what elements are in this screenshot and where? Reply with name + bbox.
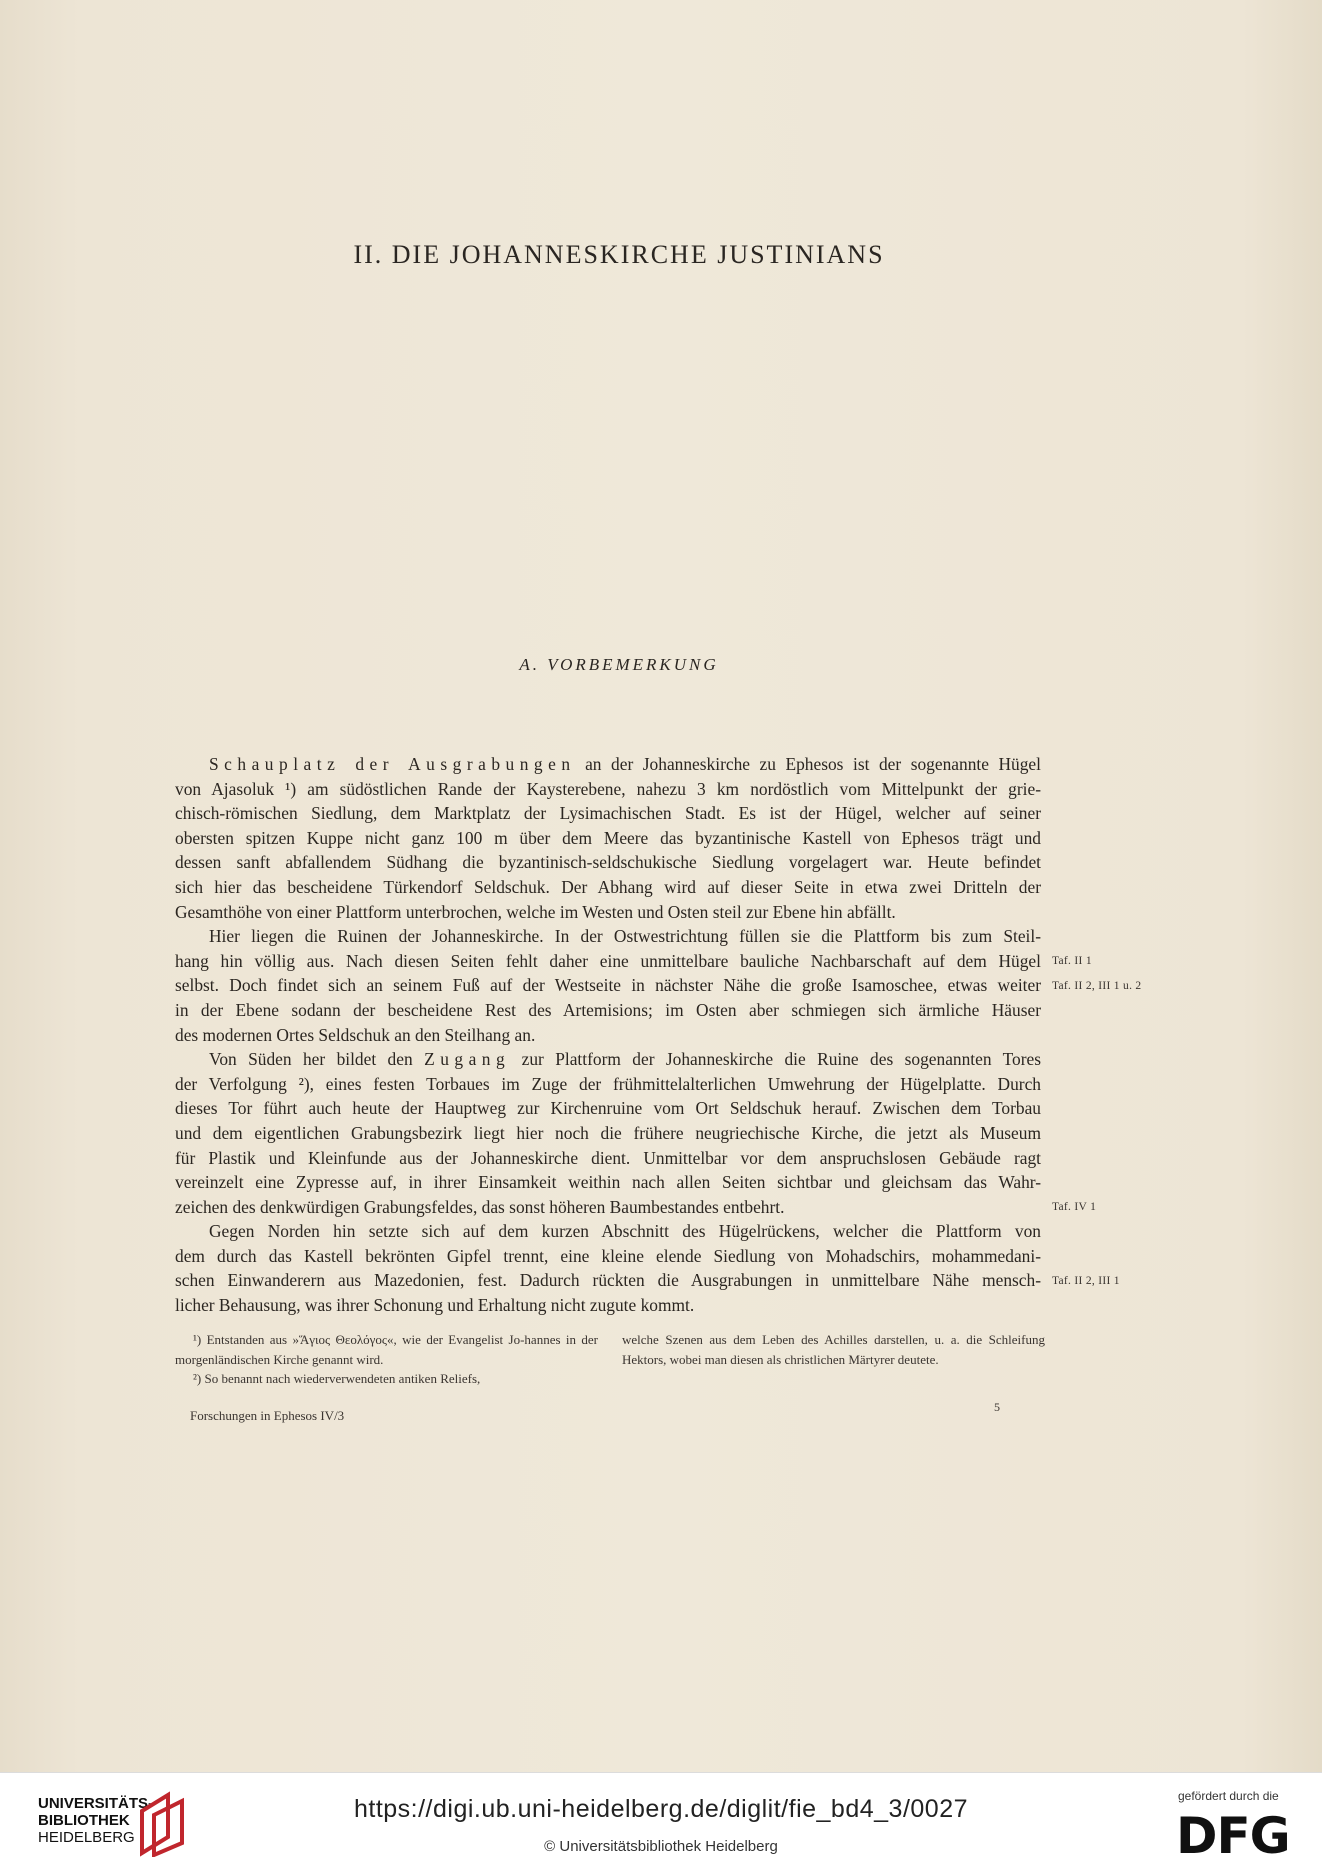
text-line: obersten spitzen Kuppe nicht ganz 100 m über dem Meere das byzantinische Kastell von Ephesos trägt und: [175, 827, 1041, 848]
footnote: welche Szenen aus dem Leben des Achilles darstellen, u. a. die Schleifung Hektors, wobei man diesen als christlichen Märtyrer deutete.: [622, 1332, 1045, 1367]
viewer-footer: [0, 1772, 1322, 1875]
text-line: hang hin völlig aus. Nach diesen Seiten fehlt daher eine unmittelbare bauliche Nachbarschaft auf dem Hügel: [175, 950, 1041, 971]
plate-reference: Taf. IV 1: [1052, 1201, 1097, 1213]
text-line: Schauplatz der Ausgrabungen an der Johanneskirche zu Ephesos ist der sogenannte Hügel: [209, 754, 1041, 774]
chapter-title: II. DIE JOHANNESKIRCHE JUSTINIANS: [353, 240, 885, 269]
paragraph: [175, 1047, 1041, 1219]
footnote-column-left: [175, 1330, 598, 1389]
text-line: der Verfolgung ²), eines festen Torbaues im Zuge der frühmittelalterlichen Umwehrung der Hügelplatte. Durch: [175, 1073, 1041, 1094]
text-line: für Plastik und Kleinfunde aus der Johanneskirche dient. Unmittelbar vor dem anspruchslosen Gebäude ragt: [175, 1147, 1041, 1168]
text-line: selbst. Doch findet sich an seinem Fuß auf der Westseite in nächster Nähe die große Isamoschee, etwas weiter: [175, 975, 1041, 996]
footnotes: [175, 1330, 1045, 1389]
paragraph: [175, 924, 1041, 1047]
text-line: licher Behausung, was ihrer Schonung und Erhaltung nicht zugute kommt.: [175, 1295, 695, 1316]
copyright-notice: © Universitätsbibliothek Heidelberg: [544, 1838, 778, 1855]
plate-reference: Taf. II 2, III 1: [1052, 1275, 1120, 1287]
text-line: dessen sanft abfallendem Südhang die byzantinisch-seldschukische Siedlung vorgelagert war. Heute befindet: [175, 852, 1041, 873]
text-line: zeichen des denkwürdigen Grabungsfeldes, das sonst höheren Baumbestandes entbehrt.: [175, 1196, 785, 1217]
text-line: Von Süden her bildet den Zugang zur Plattform der Johanneskirche die Ruine des sogenannten Tores: [209, 1049, 1042, 1070]
text-line: des modernen Ortes Seldschuk an den Steilhang an.: [175, 1024, 536, 1045]
text-line: chisch-römischen Siedlung, dem Marktplatz der Lysimachischen Stadt. Es ist der Hügel, welcher auf seiner: [175, 803, 1041, 824]
paragraph: [175, 752, 1041, 924]
text-line: sich hier das bescheidene Türkendorf Seldschuk. Der Abhang wird auf dieser Seite in etwa zwei Dritteln der: [175, 876, 1041, 897]
library-name-line: BIBLIOTHEK: [38, 1812, 130, 1829]
print-signature: Forschungen in Ephesos IV/3: [190, 1408, 345, 1423]
plate-reference: Taf. II 1: [1052, 955, 1092, 967]
section-heading: A. VORBEMERKUNG: [519, 655, 719, 674]
text-line: in der Ebene sodann der bescheidene Rest des Artemisions; im Osten aber schmiegen sich ärmliche Häuser: [175, 999, 1041, 1020]
text-line: vereinzelt eine Zypresse auf, in ihrer Einsamkeit weithin nach allen Seiten sichtbar und gleichsam das Wahr-: [175, 1172, 1041, 1193]
library-name-line: UNIVERSITÄTS-: [38, 1795, 154, 1812]
text-line: Hier liegen die Ruinen der Johanneskirche. In der Ostwestrichtung füllen sie die Plattform bis zum Steil-: [209, 926, 1041, 947]
text-line: dieses Tor führt auch heute der Hauptweg zur Kirchenruine vom Ort Seldschuk herauf. Zwischen dem Torbau: [175, 1098, 1041, 1119]
text-line: Gesamthöhe von einer Plattform unterbrochen, welche im Westen und Osten steil zur Ebene hin abfällt.: [175, 901, 896, 922]
page-number: 5: [994, 1400, 1000, 1414]
text-line: dem durch das Kastell bekrönten Gipfel trennt, eine kleine elende Siedlung von Mohadschirs, mohammedani-: [175, 1245, 1041, 1266]
footnote-column-right: [622, 1330, 1045, 1389]
text-line: Gegen Norden hin setzte sich auf dem kurzen Abschnitt des Hügelrückens, welcher die Plattform von: [209, 1221, 1041, 1242]
permalink-url[interactable]: https://digi.ub.uni-heidelberg.de/diglit/fie_bd4_3/0027: [353, 1795, 969, 1823]
footnote: ²) So benannt nach wiederverwendeten antiken Reliefs,: [193, 1371, 481, 1386]
plate-reference: Taf. II 2, III 1 u. 2: [1052, 980, 1142, 992]
text-line: schen Einwanderern aus Mazedonien, fest. Dadurch rückten die Ausgrabungen in unmittelbare Nähe mensch-: [175, 1270, 1041, 1291]
text-line: von Ajasoluk ¹) am südöstlichen Rande der Kaysterebene, nahezu 3 km nordöstlich vom Mittelpunkt der grie-: [175, 778, 1041, 799]
body-text: [175, 752, 1041, 1318]
text-line: und dem eigentlichen Grabungsbezirk liegt hier noch die frühere neugriechische Kirche, die jetzt als Museum: [175, 1122, 1041, 1143]
footnote: ¹) Entstanden aus »Ἅγιος Θεολόγος«, wie der Evangelist Jo-hannes in der morgenländischen Kirche genannt wird.: [175, 1332, 598, 1367]
paragraph: [175, 1219, 1041, 1317]
library-name-line: HEIDELBERG: [38, 1829, 135, 1846]
funding-label: gefördert durch die: [1178, 1789, 1279, 1803]
dfg-logo[interactable]: DFG: [1176, 1807, 1290, 1865]
